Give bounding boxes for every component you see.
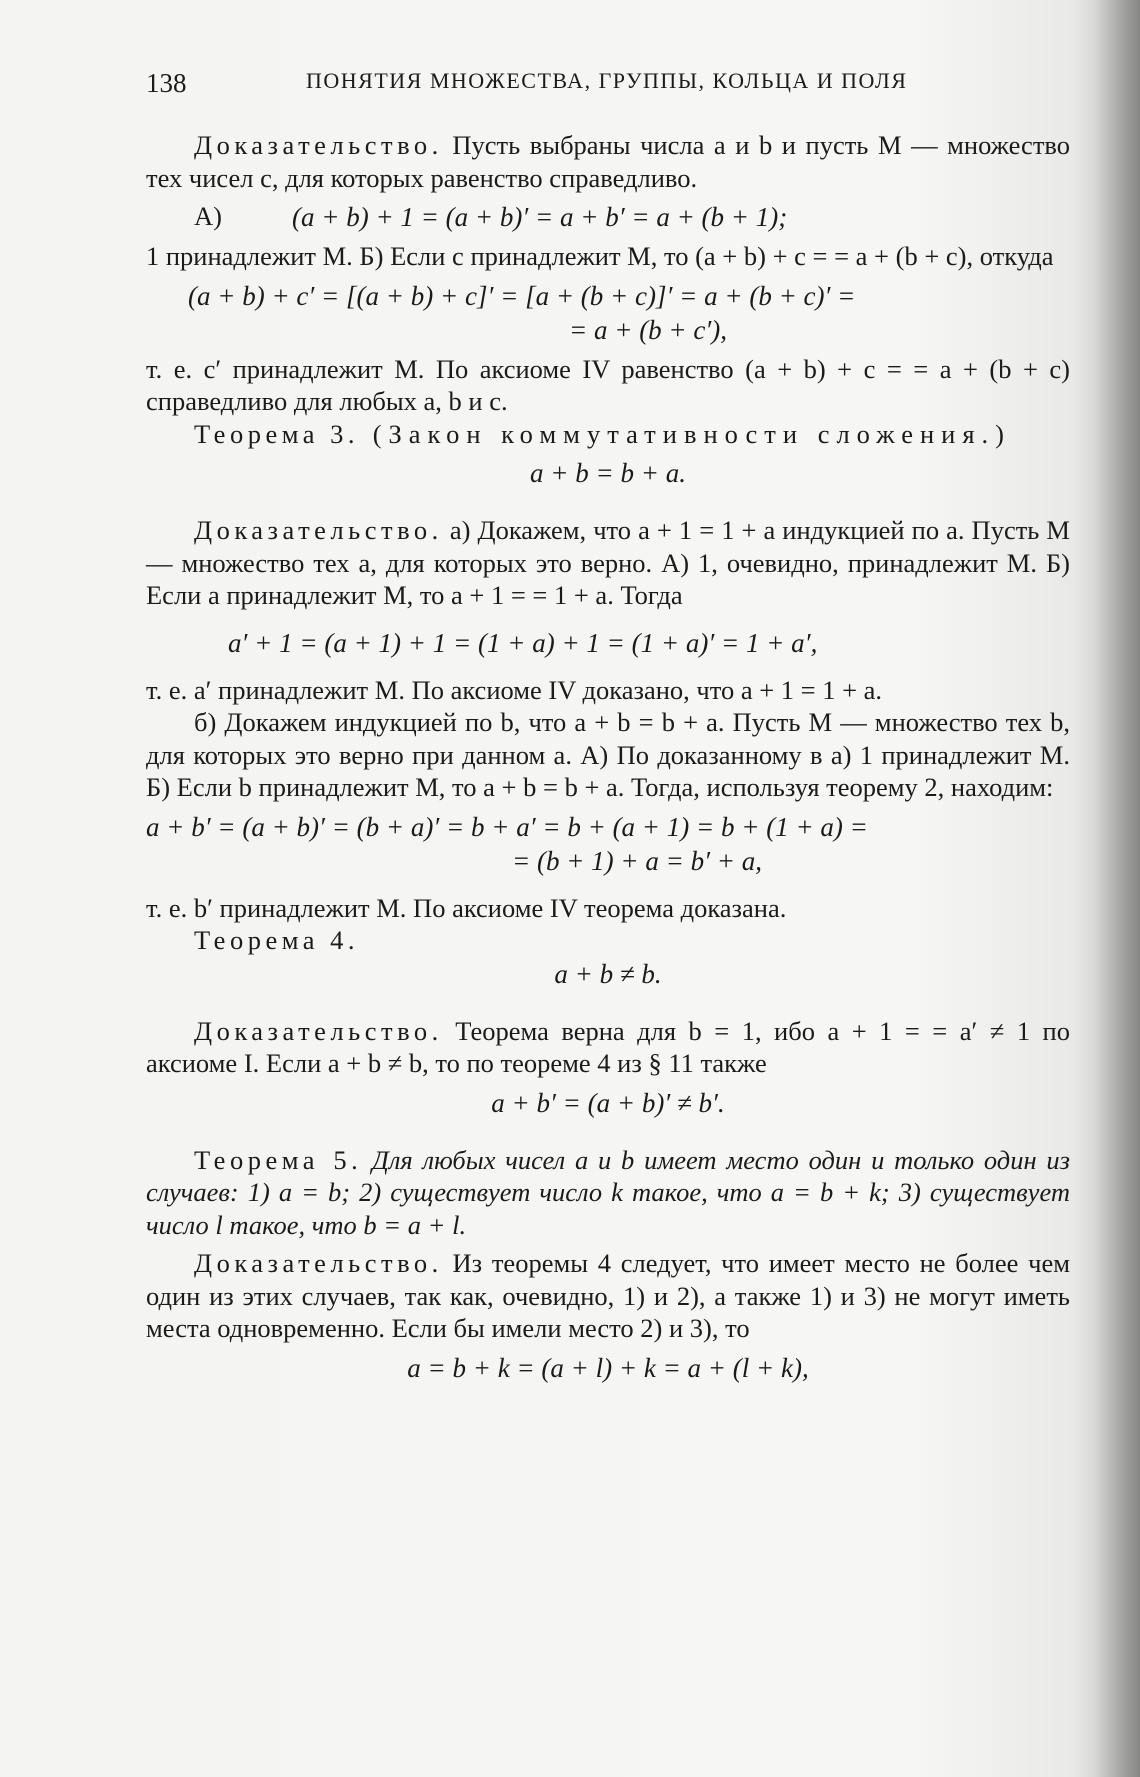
equation-b-line-1: a + b′ = (a + b)′ = (b + a)′ = b + a′ = b + (a + 1) = b + (1 + a) = [146, 811, 868, 842]
theorem4-heading [146, 924, 1070, 957]
proof3-after-b: т. е. b′ принадлежит M. По аксиоме IV теорема доказана. [146, 892, 787, 923]
theorem5 [146, 1144, 1070, 1242]
step-a-label: А) [194, 201, 222, 231]
proof-label: Доказательство. [194, 130, 443, 160]
proof-label: Доказательство. [194, 1015, 443, 1046]
proof2-text: Пусть выбраны числа a и b и пусть M — множество тех чисел c, для которых равенство справедливо. [146, 130, 1070, 193]
proof2-intro [146, 129, 1070, 194]
page-number: 138 [146, 68, 187, 98]
proof4-text: Теорема верна для b = 1, ибо a + 1 = = a′ ≠ 1 по аксиоме I. Если a + b ≠ b, то по теореме 4 из § 11 также [146, 1015, 1070, 1078]
proof2-after-equation: 1 принадлежит M. Б) Если c принадлежит M, то (a + b) + c = = a + (b + c), откуда [146, 241, 1054, 271]
step-a-formula: (a + b) + 1 = (a + b)′ = a + b′ = a + (b + 1); [292, 202, 788, 232]
theorem-label: Теорема 5. [194, 1144, 363, 1175]
proof5-text: Из теоремы 4 следует, что имеет место не более чем один из этих случаев, так как, очевидно, 1) и 2), а также 1) и 3) не могут иметь места одновременно. Если бы имели место 2) и 3), то [146, 1248, 1070, 1343]
proof-label: Доказательство. [194, 1248, 443, 1278]
theorem-label: Теорема 4. [194, 925, 360, 955]
proof-label: Доказательство. [194, 515, 443, 545]
proof4 [146, 1015, 1070, 1080]
equation-1-line-2: = a + (b + c′), [569, 314, 728, 345]
equation-1-line-1: (a + b) + c′ = [(a + b) + c]′ = [a + (b + c)]′ = a + (b + c)′ = [188, 280, 856, 311]
theorem-label: Теорема 3. [194, 418, 360, 449]
equation-a: a′ + 1 = (a + 1) + 1 = (1 + a) + 1 = (1 + a)′ = 1 + a′, [228, 627, 818, 658]
proof3-part-b: б) Докажем индукцией по b, что a + b = b + a. Пусть M — множество тех b, для которых это верно при данном a. А) По доказанному в а) 1 принадлежит M. Б) Если b принадлежит M, то a + b = b + a. Тогда, используя теорему 2, находим: [146, 707, 1070, 802]
theorem4-formula: a + b ≠ b. [554, 958, 662, 989]
proof3-after-a: т. е. a′ принадлежит M. По аксиоме IV доказано, что a + 1 = 1 + a. [146, 674, 883, 705]
running-header [146, 68, 1070, 99]
theorem3-heading [146, 418, 1070, 451]
page-content [146, 68, 1070, 1385]
theorem5-text: Для любых чисел a и b имеет место один и только один из случаев: 1) a = b; 2) существует число k такое, что a = b + k; 3) существует число l такое, что b = a + l. [146, 1144, 1070, 1240]
theorem3-formula: a + b = b + a. [530, 458, 686, 488]
proof3-part-a [146, 514, 1070, 612]
step-a-equation [146, 200, 1070, 234]
proof3-part-a-text: а) Докажем, что a + 1 = 1 + a индукцией по a. Пусть M — множество тех a, для которых это верно. А) 1, очевидно, принадлежит M. Б) Если a принадлежит M, то a + 1 = = 1 + a. Тогда [146, 515, 1070, 610]
proof2-conclusion: т. е. c′ принадлежит M. По аксиоме IV равенство (a + b) + c = = a + (b + c) справедливо для любых a, b и c. [146, 353, 1070, 416]
running-title: ПОНЯТИЯ МНОЖЕСТВА, ГРУППЫ, КОЛЬЦА И ПОЛЯ [306, 68, 908, 93]
proof5 [146, 1247, 1070, 1345]
proof5-formula: a = b + k = (a + l) + k = a + (l + k), [407, 1352, 809, 1383]
equation-b-line-2: = (b + 1) + a = b′ + a, [512, 845, 762, 876]
theorem3-title: (Закон коммутативности сложения.) [359, 418, 1011, 449]
proof4-formula: a + b′ = (a + b)′ ≠ b′. [491, 1087, 725, 1118]
